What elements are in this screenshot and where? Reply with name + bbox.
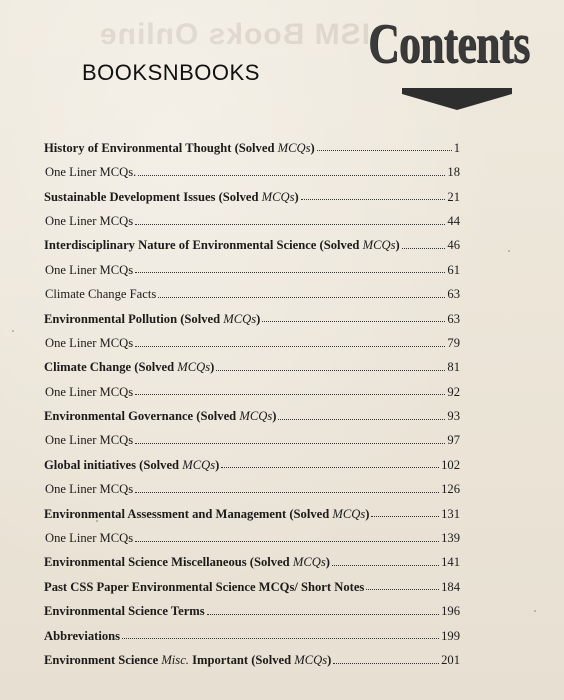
toc-title-part: One Liner MCQs. xyxy=(45,165,137,180)
dot-leader xyxy=(402,248,446,249)
toc-title-part: ) xyxy=(325,555,330,570)
toc-title-part: History of Environmental Thought (Solved xyxy=(44,140,278,155)
toc-title-italic: MCQs xyxy=(182,457,216,472)
toc-entry-title xyxy=(44,459,219,472)
dot-leader xyxy=(301,199,446,200)
toc-page-number: 93 xyxy=(447,409,460,424)
toc-title-part: ) xyxy=(395,238,400,253)
toc-chapter-row[interactable] xyxy=(44,545,460,569)
toc-title-part: Climate Change (Solved xyxy=(44,360,178,375)
toc-page-number: 18 xyxy=(447,165,460,180)
toc-entry-title xyxy=(45,166,136,179)
toc-title-italic: MCQs xyxy=(277,140,311,155)
dot-leader xyxy=(221,467,439,468)
toc-entry-title xyxy=(45,532,133,545)
dot-leader xyxy=(135,394,445,395)
toc-entry-title xyxy=(44,630,120,643)
toc-entry-title xyxy=(44,654,331,667)
toc-chapter-row[interactable] xyxy=(44,618,460,642)
dot-leader xyxy=(333,663,439,664)
toc-page-number: 201 xyxy=(441,653,460,667)
toc-title-italic: MCQs xyxy=(177,360,211,375)
toc-title-part: ) xyxy=(310,140,315,155)
faded-watermark: ISM Books Online xyxy=(98,18,370,51)
dot-leader xyxy=(371,516,439,517)
dot-leader xyxy=(135,541,439,542)
toc-title-part: Climate Change Facts xyxy=(45,287,157,302)
toc-page-number: 63 xyxy=(447,311,460,326)
dot-leader xyxy=(135,224,445,225)
toc-subsection-row[interactable] xyxy=(44,276,460,300)
table-of-contents xyxy=(44,130,460,667)
paper-speck xyxy=(508,250,510,252)
toc-chapter-row[interactable] xyxy=(44,350,460,374)
dot-leader xyxy=(135,346,445,347)
toc-title-part: Environmental Pollution (Solved xyxy=(44,311,224,326)
toc-entry-title xyxy=(45,434,133,447)
toc-chapter-row[interactable] xyxy=(44,447,460,471)
dot-leader xyxy=(332,565,439,566)
toc-subsection-row[interactable] xyxy=(44,520,460,544)
toc-entry-title xyxy=(44,361,214,374)
toc-entry-title xyxy=(44,191,299,204)
toc-chapter-row[interactable] xyxy=(44,642,460,666)
toc-page-number: 44 xyxy=(447,213,460,228)
toc-title-part: Interdisciplinary Nature of Environmental Science (Solved xyxy=(44,238,363,253)
toc-title-part: ) xyxy=(256,311,261,326)
toc-title-part: One Liner MCQs xyxy=(45,433,134,448)
toc-title-part: Abbreviations xyxy=(44,628,121,643)
toc-title-part: ) xyxy=(294,189,299,204)
paper-speck xyxy=(534,610,536,612)
toc-page-number: 1 xyxy=(453,140,460,155)
toc-subsection-row[interactable] xyxy=(44,471,460,495)
toc-page-number: 102 xyxy=(441,457,460,472)
toc-title-part: Important (Solved xyxy=(188,653,295,667)
toc-page-number: 196 xyxy=(441,604,460,619)
toc-subsection-row[interactable] xyxy=(44,252,460,276)
toc-entry-title xyxy=(45,337,133,350)
dot-leader xyxy=(366,589,439,590)
toc-chapter-row[interactable] xyxy=(44,301,460,325)
dot-leader xyxy=(135,443,445,444)
toc-title-italic: MCQs xyxy=(239,409,273,424)
toc-title-italic: Misc. xyxy=(161,653,189,667)
toc-page-number: 63 xyxy=(447,287,460,302)
dot-leader xyxy=(317,150,452,151)
toc-entry-title xyxy=(44,142,315,155)
toc-title-part: Environment Science xyxy=(44,653,162,667)
toc-page-number: 199 xyxy=(441,628,460,643)
toc-chapter-row[interactable] xyxy=(44,496,460,520)
page-title: Contents xyxy=(368,13,530,75)
toc-subsection-row[interactable] xyxy=(44,203,460,227)
toc-title-part: ) xyxy=(327,653,332,667)
toc-page-number: 61 xyxy=(447,262,460,277)
dot-leader xyxy=(135,272,445,273)
dot-leader xyxy=(138,175,445,176)
toc-title-part: One Liner MCQs xyxy=(45,531,134,546)
toc-title-part: ) xyxy=(272,409,277,424)
toc-title-part: Global initiatives (Solved xyxy=(44,457,183,472)
toc-entry-title xyxy=(44,410,276,423)
dot-leader xyxy=(262,321,445,322)
dot-leader xyxy=(278,419,445,420)
toc-page-number: 126 xyxy=(441,482,460,497)
toc-entry-title xyxy=(44,605,205,618)
toc-title-part: Environmental Governance (Solved xyxy=(44,409,240,424)
toc-title-part: Past CSS Paper Environmental Science MCQs/ Short Notes xyxy=(44,579,365,594)
toc-entry-title xyxy=(45,288,156,301)
toc-page-number: 21 xyxy=(447,189,460,204)
toc-page-number: 97 xyxy=(447,433,460,448)
toc-title-part: One Liner MCQs xyxy=(45,262,134,277)
toc-title-italic: MCQs xyxy=(294,653,328,667)
toc-title-part: ) xyxy=(365,506,370,521)
toc-title-part: One Liner MCQs xyxy=(45,335,134,350)
dot-leader xyxy=(158,297,445,298)
toc-title-part: Sustainable Development Issues (Solved xyxy=(44,189,262,204)
toc-chapter-row[interactable] xyxy=(44,228,460,252)
toc-title-part: ) xyxy=(210,360,215,375)
toc-page-number: 141 xyxy=(441,555,460,570)
down-arrow-icon xyxy=(402,88,512,110)
toc-entry-title xyxy=(44,508,369,521)
toc-chapter-row[interactable] xyxy=(44,130,460,154)
toc-entry-title xyxy=(44,581,364,594)
toc-title-italic: MCQs xyxy=(292,555,326,570)
toc-subsection-row[interactable] xyxy=(44,154,460,178)
dot-leader xyxy=(207,614,439,615)
toc-title-part: One Liner MCQs xyxy=(45,213,134,228)
toc-page-number: 81 xyxy=(447,360,460,375)
toc-page-number: 46 xyxy=(447,238,460,253)
toc-subsection-row[interactable] xyxy=(44,423,460,447)
toc-title-italic: MCQs xyxy=(223,311,257,326)
toc-entry-title xyxy=(44,239,400,252)
toc-entry-title xyxy=(45,386,133,399)
toc-title-italic: MCQs xyxy=(362,238,396,253)
dot-leader xyxy=(122,638,439,639)
toc-subsection-row[interactable] xyxy=(44,325,460,349)
toc-page-number: 79 xyxy=(447,335,460,350)
toc-entry-title xyxy=(45,483,133,496)
toc-entry-title xyxy=(45,264,133,277)
toc-entry-title xyxy=(44,556,330,569)
dot-leader xyxy=(216,370,445,371)
toc-page-number: 184 xyxy=(441,579,460,594)
dot-leader xyxy=(135,492,439,493)
toc-entry-title xyxy=(44,313,260,326)
toc-title-part: One Liner MCQs xyxy=(45,482,134,497)
toc-chapter-row[interactable] xyxy=(44,593,460,617)
toc-chapter-row[interactable] xyxy=(44,398,460,422)
toc-page-number: 139 xyxy=(441,531,460,546)
toc-title-part: One Liner MCQs xyxy=(45,384,134,399)
toc-title-italic: MCQs xyxy=(332,506,366,521)
toc-chapter-row[interactable] xyxy=(44,179,460,203)
toc-page-number: 92 xyxy=(447,384,460,399)
paper-speck xyxy=(96,520,98,522)
toc-title-part: Environmental Science Terms xyxy=(44,604,205,619)
toc-title-part: ) xyxy=(215,457,220,472)
toc-title-part: Environmental Science Miscellaneous (Solved xyxy=(44,555,293,570)
toc-subsection-row[interactable] xyxy=(44,374,460,398)
toc-chapter-row[interactable] xyxy=(44,569,460,593)
toc-page-number: 131 xyxy=(441,506,460,521)
toc-title-italic: MCQs xyxy=(261,189,295,204)
toc-entry-title xyxy=(45,215,133,228)
paper-speck xyxy=(12,330,14,332)
toc-title-part: Environmental Assessment and Management (Solved xyxy=(44,506,333,521)
brand-name: BOOKSNBOOKS xyxy=(82,60,260,85)
